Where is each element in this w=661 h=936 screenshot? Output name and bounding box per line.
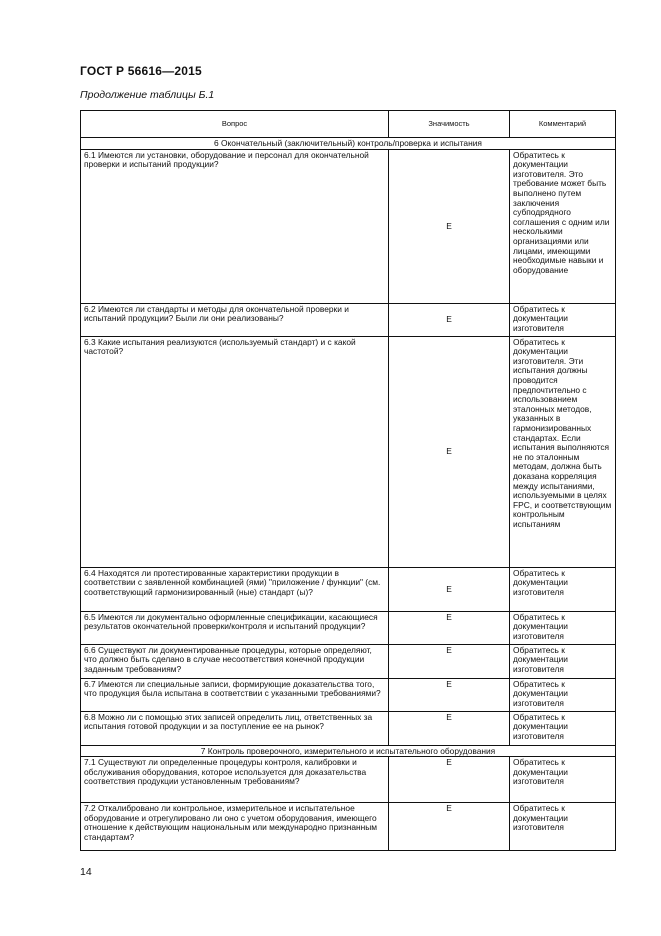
table-header-row [81, 111, 616, 138]
significance-cell: E [389, 336, 510, 567]
table-row [81, 567, 616, 611]
table-row [81, 303, 616, 336]
comment-cell: Обратитесь к документации изготовителя [510, 711, 616, 745]
question-cell: 6.7 Имеются ли специальные записи, формирующие доказательства того, что продукция была испытана в соответствии с указанными требованиями? [81, 678, 389, 711]
question-cell: 6.1 Имеются ли установки, оборудование и персонал для окончательной проверки и испытаний продукции? [81, 149, 389, 303]
comment-cell: Обратитесь к документации изготовителя [510, 567, 616, 611]
question-cell: 6.4 Находятся ли протестированные характеристики продукции в соответствии с заявленной комбинацией (ями) "приложение / функции" (см. соответствующий гармонизированный (ные) стандарт (ы)? [81, 567, 389, 611]
question-cell: 6.3 Какие испытания реализуются (используемый стандарт) и с какой частотой? [81, 336, 389, 567]
table-row [81, 611, 616, 644]
requirements-table [80, 110, 616, 851]
table-row [81, 678, 616, 711]
comment-cell: Обратитесь к документации изготовителя [510, 757, 616, 803]
question-cell: 6.5 Имеются ли документально оформленные спецификации, касающиеся результатов окончательной проверки/контроля и испытаний продукции? [81, 611, 389, 644]
comment-cell: Обратитесь к документации изготовителя [510, 303, 616, 336]
document-header: ГОСТ Р 56616—2015 [80, 64, 202, 78]
page-number: 14 [80, 866, 92, 878]
column-header-comment: Комментарий [510, 111, 616, 138]
comment-cell: Обратитесь к документации изготовителя [510, 644, 616, 678]
significance-cell: E [389, 303, 510, 336]
table-row [81, 149, 616, 303]
comment-cell: Обратитесь к документации изготовителя. Эти испытания должны проводится предпочтительно с использованием эталонных методов, указанных в гармонизированных стандартах. Если испытания выполняются не по эталонным методам, должна быть доказана корреляция между испытаниями, используемыми в целях FPC, и соответствующим контрольным испытаниям [510, 336, 616, 567]
table-row [81, 336, 616, 567]
table-row [81, 644, 616, 678]
comment-cell: Обратитесь к документации изготовителя [510, 611, 616, 644]
section-title: 7 Контроль проверочного, измерительного и испытательного оборудования [81, 745, 616, 757]
comment-cell: Обратитесь к документации изготовителя. Это требование может быть выполнено путем заключения субподрядного соглашения с одним или несколькими организациями или лицами, имеющими необходимые навыки и оборудование [510, 149, 616, 303]
significance-cell: E [389, 611, 510, 644]
significance-cell: E [389, 711, 510, 745]
section-row [81, 138, 616, 150]
comment-cell: Обратитесь к документации изготовителя [510, 803, 616, 851]
comment-cell: Обратитесь к документации изготовителя [510, 678, 616, 711]
question-cell: 6.8 Можно ли с помощью этих записей определить лиц, ответственных за испытания готовой продукции и за поступление ее на рынок? [81, 711, 389, 745]
significance-cell: E [389, 567, 510, 611]
section-row [81, 745, 616, 757]
question-cell: 6.6 Существуют ли документированные процедуры, которые определяют, что должно быть сделано в случае несоответствия конечной продукции заданным требованиям? [81, 644, 389, 678]
table-row [81, 803, 616, 851]
column-header-significance: Значимость [389, 111, 510, 138]
section-title: 6 Окончательный (заключительный) контроль/проверка и испытания [81, 138, 616, 150]
significance-cell: E [389, 149, 510, 303]
table-row [81, 711, 616, 745]
significance-cell: E [389, 803, 510, 851]
question-cell: 6.2 Имеются ли стандарты и методы для окончательной проверки и испытаний продукции? Были ли они реализованы? [81, 303, 389, 336]
significance-cell: E [389, 678, 510, 711]
column-header-question: Вопрос [81, 111, 389, 138]
table-row [81, 757, 616, 803]
question-cell: 7.2 Откалибровано ли контрольное, измерительное и испытательное оборудование и отрегулировано ли оно с учетом оборудования, имеющего отношение к действующим национальным или международно признанным стандартам? [81, 803, 389, 851]
significance-cell: E [389, 757, 510, 803]
question-cell: 7.1 Существуют ли определенные процедуры контроля, калибровки и обслуживания оборудования, которое используется для доказательства соответствия продукции установленным требованиям? [81, 757, 389, 803]
table-continuation-caption: Продолжение таблицы Б.1 [80, 89, 215, 101]
significance-cell: E [389, 644, 510, 678]
